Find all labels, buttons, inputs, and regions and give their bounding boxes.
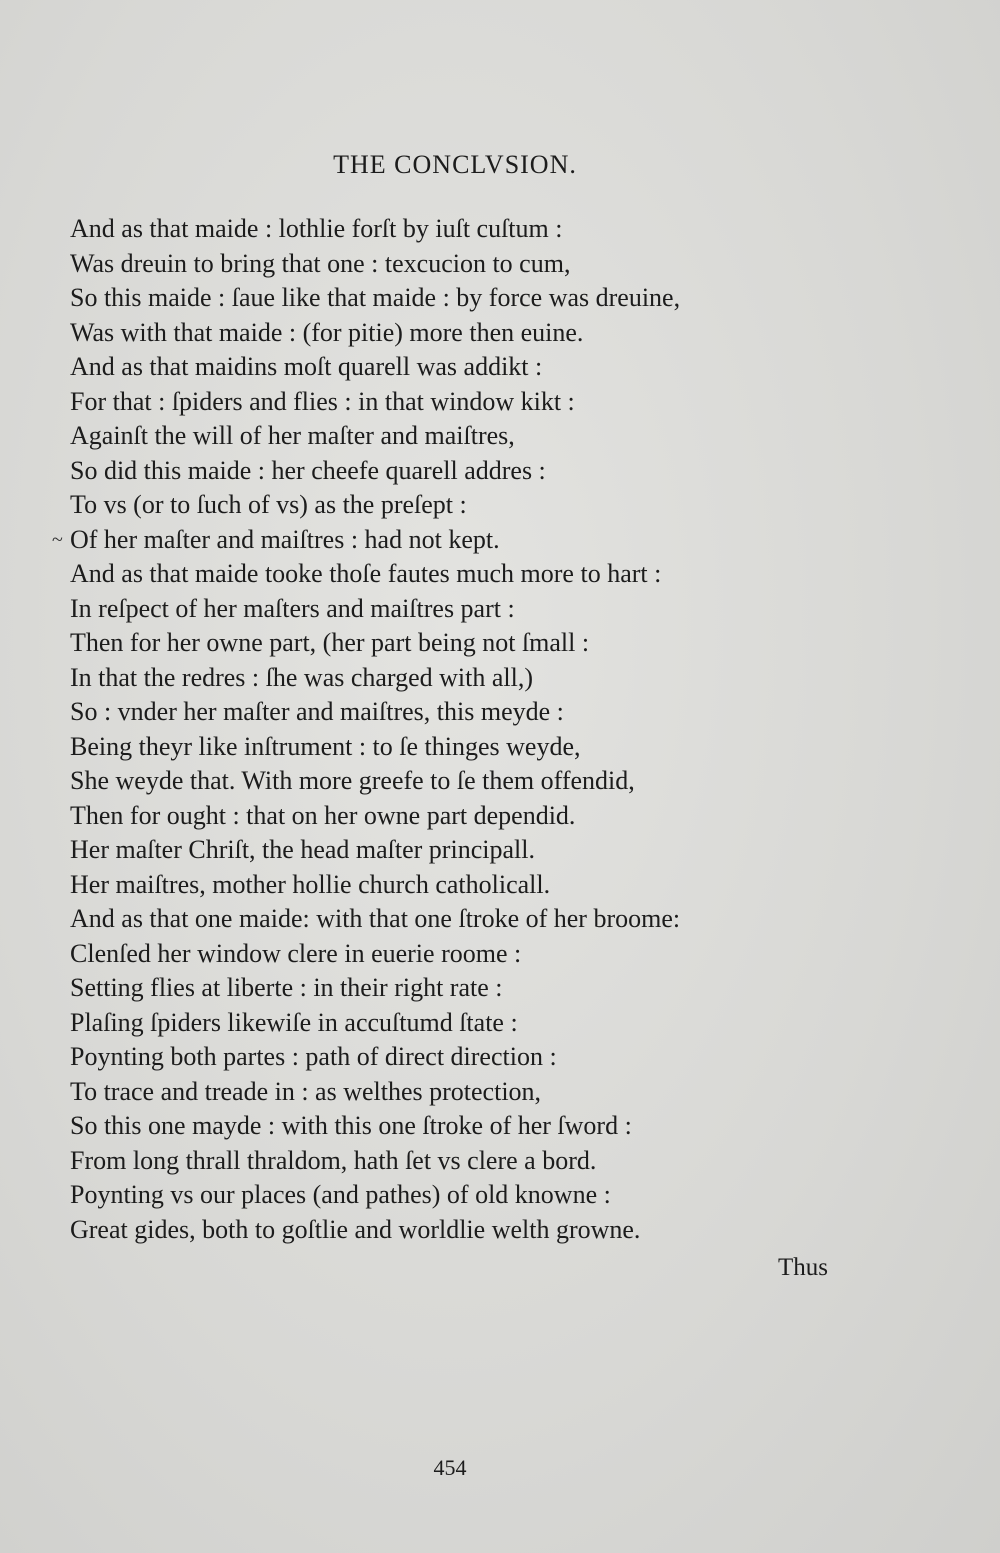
- poem-line: So this one mayde : with this one ſtroke of her ſword :: [70, 1111, 632, 1140]
- catchword: Thus: [778, 1254, 828, 1281]
- poem-line: In that the redres : ſhe was charged with all,): [70, 662, 534, 692]
- poem-line: To trace and treade in : as welthes protection,: [70, 1076, 542, 1106]
- poem-line: Poynting vs our places (and pathes) of old knowne :: [70, 1180, 611, 1209]
- poem-line: To vs (or to ſuch of vs) as the preſept :: [70, 490, 467, 519]
- poem-line: So did this maide : her cheefe quarell addres :: [70, 455, 546, 485]
- poem-line: And as that one maide: with that one ſtroke of her broome:: [70, 904, 681, 933]
- poem-line: Then for ought : that on her owne part dependid.: [70, 800, 576, 830]
- poem-line: Setting flies at liberte : in their right rate :: [70, 973, 503, 1002]
- poem-line: Being theyr like inſtrument : to ſe thinges weyde,: [70, 731, 581, 761]
- poem-line: She weyde that. With more greefe to ſe them offendid,: [70, 766, 635, 795]
- poem-text: [52, 212, 850, 1247]
- poem-line: Plaſing ſpiders likewiſe in accuſtumd ſtate :: [70, 1007, 518, 1037]
- page-number: 454: [433, 1455, 467, 1480]
- poem-line: So this maide : ſaue like that maide : by force was dreuine,: [70, 283, 681, 312]
- poem-line: For that : ſpiders and flies : in that window kikt :: [70, 386, 575, 416]
- poem-line: Her maiſtres, mother hollie church catholicall.: [70, 869, 551, 899]
- poem-line: Was with that maide : (for pitie) more then euine.: [70, 317, 584, 347]
- poem-line: Was dreuin to bring that one : texcucion to cum,: [70, 248, 571, 278]
- poem-line: [52, 523, 850, 558]
- poem-line: Clenſed her window clere in euerie roome :: [70, 938, 522, 968]
- poem-line: And as that maide : lothlie forſt by iuſt cuſtum :: [70, 214, 563, 243]
- page-heading: THE CONCLVSION.: [333, 150, 577, 179]
- poem-line: Poynting both partes : path of direct direction :: [70, 1042, 557, 1071]
- poem-line: Then for her owne part, (her part being not ſmall :: [70, 628, 590, 657]
- poem-line: Her maſter Chriſt, the head maſter principall.: [70, 835, 535, 864]
- poem-line: So : vnder her maſter and maiſtres, this meyde :: [70, 697, 564, 726]
- poem-line: And as that maidins moſt quarell was addikt :: [70, 352, 543, 381]
- poem-line: Againſt the will of her maſter and maiſtres,: [70, 421, 515, 450]
- poem-line-text: Of her maſter and maiſtres : had not kept.: [70, 524, 500, 554]
- margin-mark-icon: ~: [52, 528, 63, 551]
- poem-line: Great gides, both to goſtlie and worldlie welth growne.: [70, 1214, 641, 1244]
- poem-line: And as that maide tooke thoſe fautes much more to hart :: [70, 559, 662, 588]
- poem-line: In reſpect of her maſters and maiſtres part :: [70, 593, 515, 623]
- poem-line: From long thrall thraldom, hath ſet vs clere a bord.: [70, 1145, 597, 1175]
